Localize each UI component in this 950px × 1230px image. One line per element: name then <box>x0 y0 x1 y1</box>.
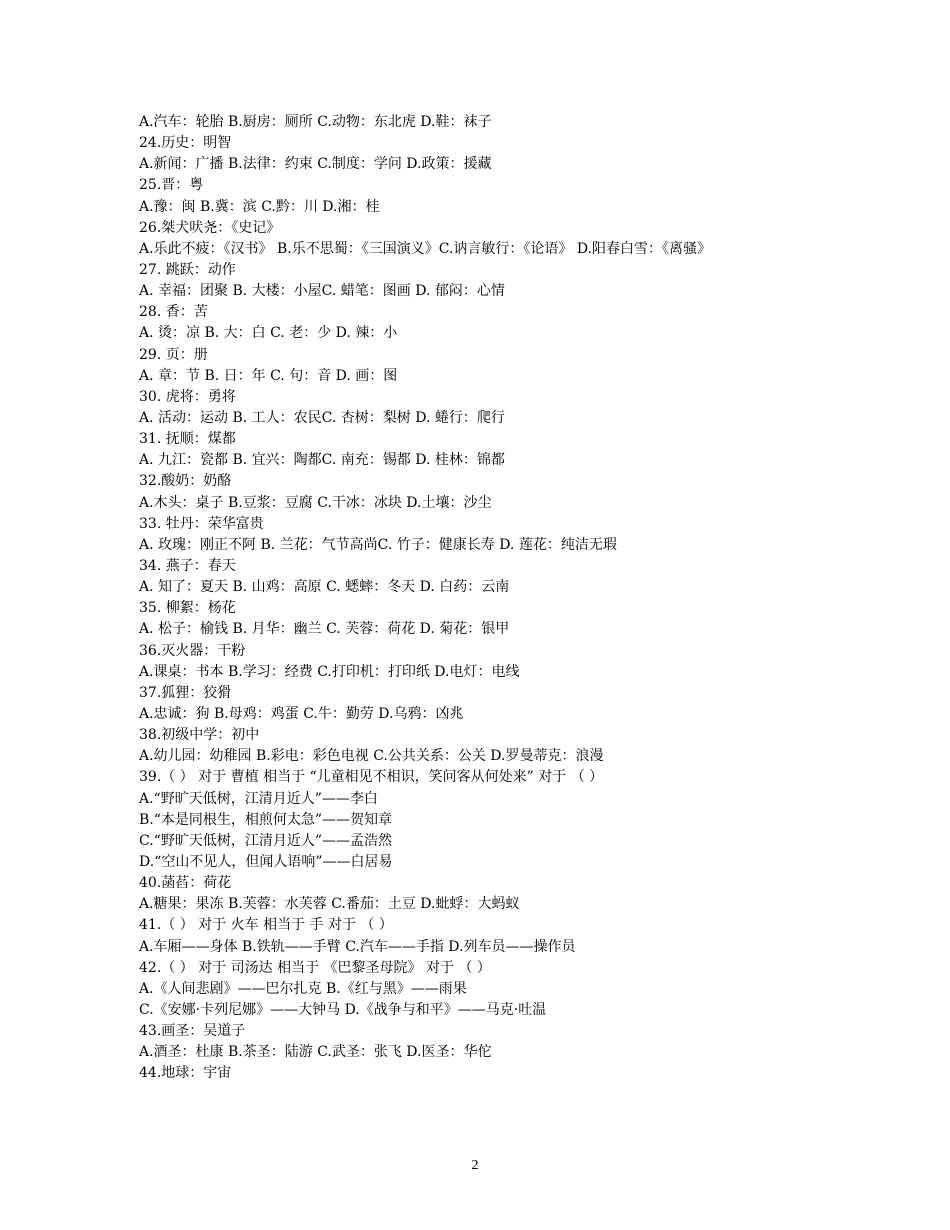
answer-options: A.《人间悲剧》——巴尔扎克 B.《红与黑》——雨果 <box>139 980 467 997</box>
answer-options: A.乐此不疲：《汉书》 B.乐不思蜀：《三国演义》C.讷言敏行：《论语》 D.阳春白雪：《离骚》 <box>139 240 712 257</box>
question-stem: 44.地球：宇宙 <box>139 1065 232 1082</box>
answer-options: A.车厢——身体 B.铁轨——手臂 C.汽车——手指 D.列车员——操作员 <box>139 938 576 955</box>
answer-options: A.课桌：书本 B.学习：经费 C.打印机：打印纸 D.电灯：电线 <box>139 663 520 680</box>
question-stem: 37.狐狸：狡猾 <box>139 684 232 701</box>
answer-option: D.“空山不见人，但闻人语响”——白居易 <box>139 853 393 870</box>
question-stem: 27. 跳跃：动作 <box>139 262 236 278</box>
question-stem: 36.灭火器：干粉 <box>139 642 246 659</box>
answer-options: A.忠诚：狗 B.母鸡：鸡蛋 C.牛：勤劳 D.乌鸦：凶兆 <box>139 705 464 722</box>
answer-options: A. 知了：夏天 B. 山鸡：高原 C. 蟋蟀：冬天 D. 白药：云南 <box>139 579 510 596</box>
answer-option: C.“野旷天低树，江清月近人”——孟浩然 <box>139 832 392 849</box>
text-line: A.汽车：轮胎 B.厨房：厕所 C.动物：东北虎 D.鞋：袜子 <box>139 114 492 130</box>
question-stem: 40.菡萏：荷花 <box>139 875 232 892</box>
question-stem: 28. 香：苦 <box>139 304 208 321</box>
answer-options: A. 烫：凉 B. 大：白 C. 老：少 D. 辣：小 <box>139 325 398 342</box>
question-stem: 25.晋：粤 <box>139 177 204 194</box>
question-stem: 43.画圣：吴道子 <box>139 1023 246 1040</box>
answer-options: A. 玫瑰：刚正不阿 B. 兰花：气节高尚C. 竹子：健康长寿 D. 莲花：纯洁无瑕 <box>139 536 617 553</box>
question-stem: 42.（ ） 对于 司汤达 相当于 《巴黎圣母院》 对于 （ ） <box>139 959 491 976</box>
answer-options: A.木头：桌子 B.豆浆：豆腐 C.干冰：冰块 D.土壤：沙尘 <box>139 494 492 511</box>
answer-options: A. 幸福：团聚 B. 大楼：小屋C. 蜡笔：图画 D. 郁闷：心情 <box>139 283 505 300</box>
answer-options: A. 章：节 B. 日：年 C. 句：音 D. 画：图 <box>139 367 398 384</box>
question-stem: 29. 页：册 <box>139 346 208 363</box>
answer-options: A.幼儿园：幼稚园 B.彩电：彩色电视 C.公共关系：公关 D.罗曼蒂克：浪漫 <box>139 748 604 765</box>
question-stem: 33. 牡丹：荣华富贵 <box>139 515 264 532</box>
document-body <box>139 112 819 1084</box>
answer-option: A.“野旷天低树，江清月近人”——李白 <box>139 790 378 807</box>
answer-options: A. 活动：运动 B. 工人：农民C. 杏树：梨树 D. 蜷行：爬行 <box>139 409 505 426</box>
question-stem: 26.桀犬吠尧：《史记》 <box>139 219 281 236</box>
answer-options: A.新闻：广播 B.法律：约束 C.制度：学问 D.政策：援藏 <box>139 156 492 173</box>
answer-options: A. 松子：榆钱 B. 月华：幽兰 C. 芙蓉：荷花 D. 菊花：银甲 <box>139 621 510 638</box>
page-number: 2 <box>471 1158 479 1173</box>
answer-options: A.豫：闽 B.冀：滨 C.黔：川 D.湘：桂 <box>139 198 380 215</box>
answer-options: A.糖果：果冻 B.芙蓉：水芙蓉 C.番茄：土豆 D.蚍蜉：大蚂蚁 <box>139 896 520 913</box>
answer-options: A. 九江：瓷都 B. 宜兴：陶都C. 南充：锡都 D. 桂林：锦都 <box>139 452 505 469</box>
question-stem: 31. 抚顺：煤都 <box>139 431 236 448</box>
question-stem: 34. 燕子：春天 <box>139 557 236 574</box>
answer-options: A.酒圣：杜康 B.茶圣：陆游 C.武圣：张飞 D.医圣：华佗 <box>139 1044 492 1061</box>
question-stem: 35. 柳絮：杨花 <box>139 600 236 617</box>
question-stem: 41.（ ） 对于 火车 相当于 手 对于 （ ） <box>139 917 393 934</box>
question-stem: 38.初级中学：初中 <box>139 727 260 744</box>
question-stem: 32.酸奶：奶酪 <box>139 473 232 490</box>
question-stem: 30. 虎将：勇将 <box>139 388 236 405</box>
answer-options: C.《安娜·卡列尼娜》——大钟马 D.《战争与和平》——马克·吐温 <box>139 1001 547 1018</box>
question-stem: 39.（ ） 对于 曹植 相当于 “儿童相见不相识，笑问客从何处来” 对于 （ ） <box>139 769 604 786</box>
answer-option: B.“本是同根生，相煎何太急”——贺知章 <box>139 811 393 828</box>
question-stem: 24.历史：明智 <box>139 135 232 152</box>
